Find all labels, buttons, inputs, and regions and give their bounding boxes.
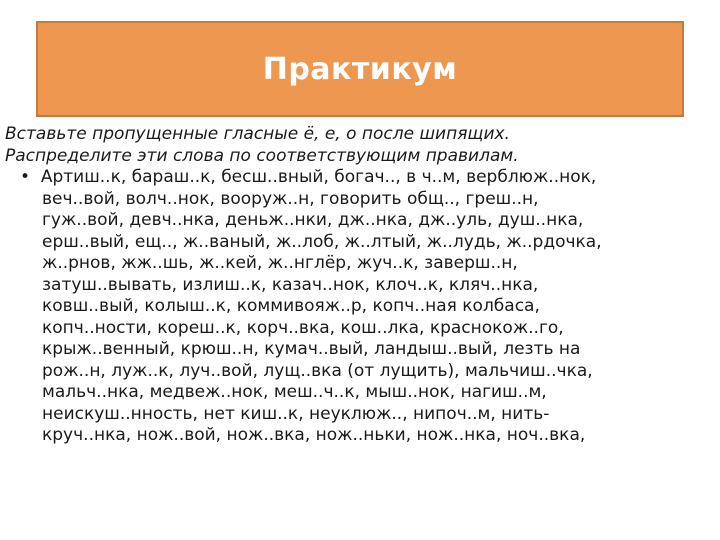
word-line: неискуш..нность, нет киш..к, неуклюж.., нипоч..м, нить- — [42, 403, 550, 424]
word-line: мальч..нка, медвеж..нок, меш..ч..к, мыш..нок, нагиш..м, — [42, 382, 547, 402]
word-line: ж..рнов, жж..шь, ж..кей, ж..нглёр, жуч..к, заверш..н, — [42, 253, 518, 273]
slide-content — [5, 124, 705, 447]
word-line-text: Артиш..к, бараш..к, бесш..вный, богач.., в ч..м, верблюж..нок, — [40, 167, 597, 187]
word-list — [5, 167, 705, 447]
word-line — [20, 167, 705, 189]
word-line: веч..вой, волч..нок, вооруж..н, говорить общ.., греш..н, — [42, 188, 539, 209]
bullet-icon: • — [20, 167, 31, 187]
title-banner — [36, 21, 684, 117]
slide-title: Практикум — [262, 51, 458, 87]
word-line: рож..н, луж..к, луч..вой, лущ..вка (от лущить), мальчиш..чка, — [42, 360, 593, 381]
word-line: крыж..венный, крюш..н, кумач..вый, ландыш..вый, лезть на — [42, 339, 581, 359]
instruction-line-2: Распределите эти слова по соответствующим правилам. — [5, 145, 519, 166]
word-line: ерш..вый, ещ.., ж..ваный, ж..лоб, ж..лтый, ж..лудь, ж..рдочка, — [42, 231, 602, 252]
word-line: ковш..вый, колыш..к, коммивояж..р, копч..ная колбаса, — [42, 296, 540, 316]
word-line: копч..ности, кореш..к, корч..вка, кош..лка, краснокож..го, — [42, 317, 564, 338]
word-line: затуш..вывать, излиш..к, казач..нок, клоч..к, кляч..нка, — [42, 274, 539, 295]
word-line: круч..нка, нож..вой, нож..вка, нож..ньки, нож..нка, ноч..вка, — [42, 425, 586, 445]
instruction-line-1: Вставьте пропущенные гласные ё, е, о после шипящих. — [5, 124, 510, 144]
word-line: гуж..вой, девч..нка, деньж..нки, дж..нка, дж..уль, душ..нка, — [42, 210, 584, 230]
word-list-item — [5, 167, 705, 447]
